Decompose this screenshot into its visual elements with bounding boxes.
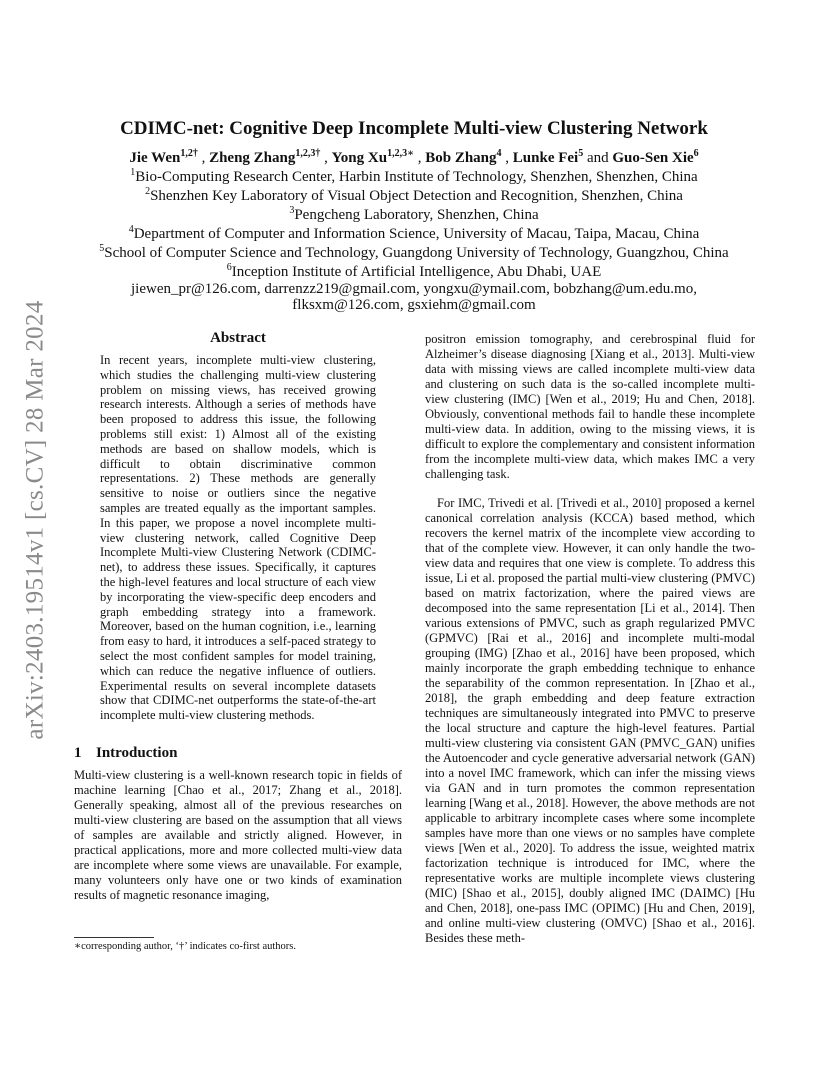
affiliation-list	[0, 168, 828, 282]
section-title: Introduction	[96, 744, 178, 761]
abstract-body: In recent years, incomplete multi-view clustering, which studies the challenging multi-view clustering problem on missing views, has received growing research interests. Although a series of methods have been proposed to address this issue, the following problems still exist: 1) Almost all of the existing methods are based on shallow models, which is difficult to obtain discriminative common representations. 2) These methods are generally sensitive to noise or outliers since the negative samples are treated equally as the important samples. In this paper, we propose a novel incomplete multi-view clustering network, called Cognitive Deep Incomplete Multi-view Clustering Network (CDIMC-net), to address these issues. Specifically, it captures the high-level features and local structure of each view by incorporating the view-specific deep encoders and graph embedding strategy into a framework. Moreover, based on the human cognition, i.e., learning from easy to hard, it introduces a self-paced strategy to select the most confident samples for model training, which can reduce the negative influence of outliers. Experimental results on several incomplete datasets show that CDIMC-net outperforms the state-of-the-art incomplete multi-view clustering methods.	[100, 353, 376, 723]
arxiv-identifier-stamp	[10, 280, 62, 760]
section-number: 1	[74, 744, 82, 761]
author: Lunke Fei$^5$	[512, 148, 584, 166]
email-list	[0, 282, 828, 313]
affiliation: $^3$Pengcheng Laboratory, Shenzhen, China	[289, 205, 539, 223]
author-list: Jie Wen$^{1,2\dagger}$ , Zheng Zhang$^{1,2,3\dagger}$ , Yong $Xu^{1,2,3∗}$ , Bob Zhang$^4$ , Lunke Fei$^5$ and Guo-Sen Xie$^6$	[129, 148, 699, 166]
affiliation: $^1$Bio-Computing Research Center, Harbin Institute of Technology, Shenzhen, Shenzhen, China	[130, 167, 698, 185]
abstract-heading: Abstract	[210, 330, 266, 346]
arxiv-identifier-text: arXiv:2403.19514v1 [cs.CV] 28 Mar 2024	[22, 300, 49, 740]
author: Jie Wen$^{1,2\dagger}$	[129, 148, 198, 166]
affiliation: $^5$School of Computer Science and Technology, Guangdong University of Technology, Guangzhou, China	[99, 243, 729, 261]
affiliation: $^4$Department of Computer and Information Science, University of Macau, Taipa, Macau, China	[128, 224, 700, 242]
intro-paragraph: Multi-view clustering is a well-known research topic in fields of machine learning [Chao et al., 2017; Zhang et al., 2018]. Generally speaking, almost all of the previous researches on multi-view clustering are based on the assumption that all views of samples are available and strictly aligned. However, in practical applications, more and more collected multi-view data are incomplete where some views are unavailable. For example, many volunteers only have one or two kinds of examination results of magnetic resonance imaging,	[74, 767, 402, 902]
intro-paragraph-continued: positron emission tomography, and cerebrospinal fluid for Alzheimer’s disease diagnosing [Xiang et al., 2013]. Multi-view data with missing views are called incomplete multi-view data and clustering on such data is the so-called incomplete multi-view clustering (IMC) [Wen et al., 2019; Hu and Chen, 2018]. Obviously, conventional methods fail to handle these incomplete multi-view data. In addition, owing to the missing views, it is difficult to explore the complementary and consistent information from the incomplete multi-view data, which makes IMC a very challenging task.	[425, 332, 755, 481]
email-line: jiewen_pr@126.com, darrenzz219@gmail.com, yongxu@ymail.com, bobzhang@um.edu.mo,	[131, 281, 697, 297]
footnote-rule	[74, 937, 154, 938]
intro-paragraph-imc: For IMC, Trivedi et al. [Trivedi et al., 2010] proposed a kernel canonical correlation analysis (KCCA) based method, which recovers the kernel matrix of the incomplete view according to that of the complete view. However, it can only handle the two-view data and requires that one view is complete. To address this issue, Li et al. proposed the partial multi-view clustering (PMVC) based on matrix factorization, where the paired views are decomposed into the same representation [Li et al., 2014]. Then various extensions of PMVC, such as graph regularized PMVC (GPMVC) [Rai et al., 2016] and incomplete multi-modal grouping (IMG) [Zhao et al., 2016] have been proposed, which mainly incorporate the graph embedding technique to enhance the separability of the common representation. In [Zhao et al., 2018], the graph embedding and deep feature extraction techniques are simultaneously integrated into PMVC to preserve the local structure and capture the high-level features. Partial multi-view clustering via consistent GAN (PMVC_GAN) unifies the Autoencoder and cycle generative adversarial network (GAN) into a novel IMC framework, which can infer the missing views via GAN and in turn promotes the common representation learning [Wang et al., 2018]. However, the above methods are not applicable to arbitrary incomplete cases where some incomplete samples have more than one views or no samples have complete views [Wen et al., 2020]. To address the issue, weighted matrix factorization technique is introduced for IMC, where the representative works are multiple incomplete views clustering (MIC) [Shao et al., 2015], doubly aligned IMC (DAIMC) [Hu and Chen, 2018], one-pass IMC (OPIMC) [Hu and Chen, 2019], and online multi-view clustering (OMVC) [Shao et al., 2016]. Besides these meth-	[425, 496, 755, 945]
footnote: ∗corresponding author, ‘†’ indicates co-first authors.	[74, 941, 296, 952]
right-column	[425, 332, 755, 946]
author: Yong $Xu^{1,2,3∗}$	[331, 148, 414, 166]
author: Guo-Sen Xie$^6$	[612, 148, 699, 166]
author: Zheng Zhang$^{1,2,3\dagger}$	[209, 148, 321, 166]
paper-title: CDIMC-net: Cognitive Deep Incomplete Multi-view Clustering Network	[120, 118, 708, 139]
section-heading	[74, 745, 402, 762]
author: Bob Zhang$^4$	[425, 148, 502, 166]
author-and: and	[586, 150, 609, 166]
affiliation: $^2$Shenzhen Key Laboratory of Visual Object Detection and Recognition, Shenzhen, China	[145, 186, 683, 204]
left-column	[74, 330, 402, 903]
affiliation: $^6$Inception Institute of Artificial Intelligence, Abu Dhabi, UAE	[226, 262, 602, 280]
email-line: flksxm@126.com, gsxiehm@gmail.com	[292, 296, 536, 313]
